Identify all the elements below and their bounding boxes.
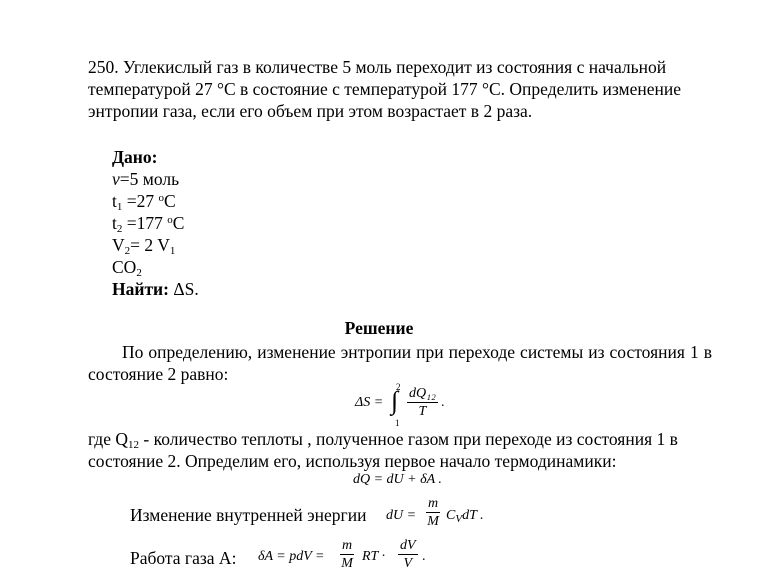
f4-fraction-2 xyxy=(398,538,418,572)
t2-subscript: 2 xyxy=(116,223,123,235)
work-label: Работа газа А: xyxy=(130,548,237,568)
problem-statement xyxy=(88,56,718,122)
t2-unit: С xyxy=(172,213,185,233)
internal-energy-formula xyxy=(386,496,516,536)
given-gas xyxy=(112,256,199,278)
v2-symbol: V xyxy=(112,235,125,255)
solution-title: Решение xyxy=(344,318,414,338)
t2-degree: о xyxy=(167,214,173,226)
f1-denominator: T xyxy=(418,404,427,419)
v2-subscript: 2 xyxy=(124,245,131,257)
f1-upper-limit: 2 xyxy=(396,382,401,392)
t2-symbol: t xyxy=(112,213,117,233)
f3-lhs: dU = xyxy=(386,508,417,523)
f4-lhs: δA = pdV = xyxy=(258,549,325,564)
given-block xyxy=(112,146,199,300)
given-t2 xyxy=(112,212,199,234)
para2-rest: - количество теплоты , полученное газом при переходе из состояния 1 в состояние 2. Определим его, используя первое начало термодинамики: xyxy=(88,429,678,471)
f3-fraction xyxy=(426,496,440,530)
work-formula xyxy=(258,538,448,580)
f3-denominator: M xyxy=(427,514,439,529)
t1-value: =27 xyxy=(122,191,159,211)
v-relation: = 2 V xyxy=(130,235,170,255)
nu-value: =5 моль xyxy=(119,169,180,189)
entropy-formula xyxy=(355,384,475,432)
find-line xyxy=(112,278,199,300)
first-law-formula: dQ = dU + δA . xyxy=(353,472,442,487)
f4-dot: . xyxy=(422,549,426,564)
para2-start: где Q xyxy=(88,429,128,449)
find-label: Найти: xyxy=(112,279,169,299)
f3-numerator: m xyxy=(428,496,439,511)
gas-formula: CO xyxy=(112,257,137,277)
f3-cv-subscript: V xyxy=(455,513,463,525)
given-volume xyxy=(112,234,199,256)
f3-cv: C xyxy=(446,508,456,523)
given-nu xyxy=(112,168,199,190)
f3-rhs xyxy=(446,508,484,524)
t1-subscript: 1 xyxy=(116,201,123,213)
problem-text: 250. Углекислый газ в количестве 5 моль переходит из состояния с начальной температурой 27 °С в состояние с температурой 177 °С. Определить изменение энтропии газа, если его объем при этом возрастает в 2 раза. xyxy=(88,57,681,121)
f1-dot: . xyxy=(441,395,445,410)
integral-sign: ∫ xyxy=(391,386,399,415)
t1-unit: С xyxy=(164,191,176,211)
gas-subscript: 2 xyxy=(136,267,142,279)
f1-numerator: dQ₁₂ xyxy=(409,386,436,401)
v1-subscript: 1 xyxy=(169,245,176,257)
para1-text: По определению, изменение энтропии при переходе системы из состояния 1 в состояние 2 равно: xyxy=(88,342,712,384)
f4-denominator-1: M xyxy=(341,556,353,571)
f4-numerator-2: dV xyxy=(400,538,416,553)
f4-fraction-1 xyxy=(340,538,354,572)
q12-subscript: 12 xyxy=(128,439,139,451)
f4-denominator-2: V xyxy=(403,556,413,571)
f1-lhs: ΔS = xyxy=(355,395,384,410)
solution-paragraph-2 xyxy=(88,428,718,472)
t2-value: =177 xyxy=(122,213,168,233)
f1-lower-limit: 1 xyxy=(395,418,400,428)
f4-rt: RT · xyxy=(362,549,386,564)
solution-paragraph-1 xyxy=(88,341,712,385)
t1-symbol: t xyxy=(112,191,117,211)
given-t1 xyxy=(112,190,199,212)
nu-symbol: ν xyxy=(112,169,120,189)
f1-fraction xyxy=(407,386,438,420)
f3-dt: dT . xyxy=(462,508,484,523)
f4-numerator-1: m xyxy=(342,538,353,553)
internal-energy-label: Изменение внутренней энергии xyxy=(130,505,367,525)
given-label: Дано: xyxy=(112,147,158,167)
t1-degree: о xyxy=(158,192,164,204)
find-value: ΔS. xyxy=(168,279,199,299)
